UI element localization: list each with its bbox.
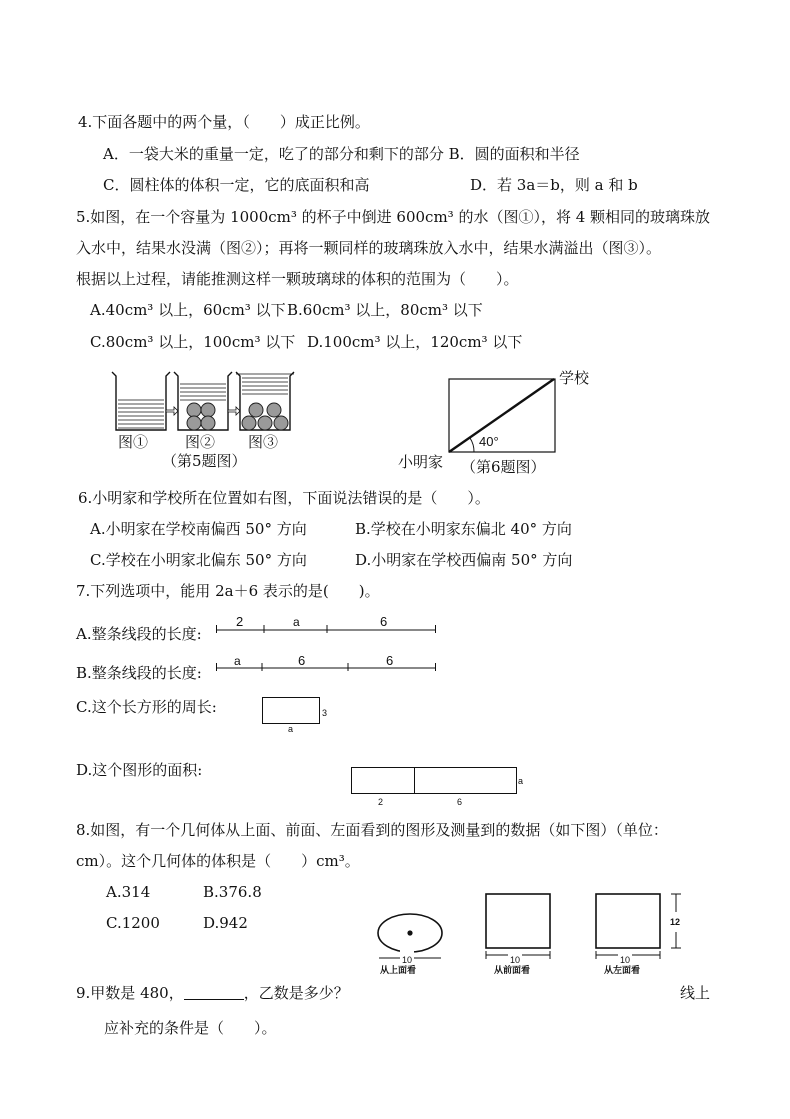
q7-d-width-2: 6 [457,797,463,807]
q9-line-2: 应补充的条件是（ ）。 [104,1019,277,1037]
left-view-label: 从左面看 [604,965,641,975]
q7-stem: 7.下列选项中，能用 2a＋6 表示的是( )。 [76,582,380,600]
q7-a-segment [216,624,438,636]
q4-option-c: C．圆柱体的体积一定，它的底面积和高 [103,176,370,194]
q6-stem: 6.小明家和学校所在位置如右图，下面说法错误的是（ ）。 [78,489,490,507]
angle-label: 40° [479,434,499,449]
top-view-label: 从上面看 [380,965,417,975]
location-figure [448,378,558,454]
q5-option-b: B.60cm³ 以上，80cm³ 以下 [287,301,483,319]
q6-option-d: D.小明家在学校西偏南 50° 方向 [355,551,573,569]
q7-d-width-1: 2 [378,797,384,807]
q5-line-3: 根据以上过程，请能推测这样一颗玻璃球的体积的范围为（ ）。 [76,270,519,288]
q6-option-a: A.小明家在学校南偏西 50° 方向 [90,520,307,538]
left-view-width-dim: 10 [618,950,632,970]
fig1-label: 图① [118,433,149,451]
q7-option-d: D.这个图形的面积: [76,761,203,779]
q8-option-a: A.314 [106,883,151,901]
q7-c-width: a [288,724,294,734]
home-school-line [449,379,554,452]
q8-option-c: C.1200 [106,914,160,932]
q7-c-height: 3 [322,708,328,718]
q7-option-a: A.整条线段的长度: [76,625,202,643]
left-view [596,894,681,959]
beakers-figure [108,370,288,440]
q9-stem [76,983,349,1003]
q5-option-c: C.80cm³ 以上，100cm³ 以下 [90,333,296,351]
q5-figure-caption: （第5题图） [162,452,247,470]
q7-b-seg-3: 6 [386,653,394,668]
arrow-icon [166,407,178,415]
fig2-label: 图② [185,433,216,451]
q9-blank[interactable] [184,985,244,1000]
q9-tail: 线上 [680,984,711,1002]
q8-line-1: 8.如图，有一个几何体从上面、前面、左面看到的图形及测量到的数据（如下图）（单位： [76,821,668,839]
beaker-1 [112,372,170,430]
beaker-3 [236,372,294,430]
q9-stem-part-2: ，乙数是多少？ [243,984,349,1002]
front-view-label: 从前面看 [494,965,531,975]
home-label: 小明家 [398,453,444,471]
q6-option-c: C.学校在小明家北偏东 50° 方向 [90,551,307,569]
three-views-figure [374,890,684,965]
q7-d-height: a [518,776,524,786]
q7-b-seg-2: 6 [298,653,306,668]
q7-a-seg-1: 2 [236,614,244,629]
school-label: 学校 [559,369,590,387]
q7-a-seg-2: a [293,615,300,629]
q7-b-seg-1: a [234,654,241,668]
q7-option-b: B.整条线段的长度: [76,664,202,682]
q6-option-b: B.学校在小明家东偏北 40° 方向 [355,520,572,538]
q8-option-d: D.942 [203,914,248,932]
q5-option-a: A.40cm³ 以上，60cm³ 以下 [90,301,286,319]
front-view-dim: 10 [508,950,522,970]
top-view-dim: 10 [400,950,414,970]
q7-a-seg-3: 6 [380,614,388,629]
q4-stem: 4.下面各题中的两个量，（ ）成正比例。 [78,113,370,131]
q7-b-segment [216,662,438,674]
q4-option-a-b: A．一袋大米的重量一定，吃了的部分和剩下的部分 B．圆的面积和半径 [103,145,580,163]
beaker-2 [174,372,232,430]
q9-stem-part-1: 9.甲数是 480， [76,984,184,1002]
q8-option-b: B.376.8 [203,883,262,901]
q5-line-1: 5.如图，在一个容量为 1000cm³ 的杯子中倒进 600cm³ 的水（图①），将 4 颗相同的玻璃珠放 [76,208,711,226]
q5-line-2: 入水中，结果水没满（图②）；再将一颗同样的玻璃珠放入水中，结果水满溢出（图③）。 [76,239,662,257]
q7-d-rectangle [351,767,517,794]
fig3-label: 图③ [248,433,279,451]
q7-option-c: C.这个长方形的周长: [76,698,217,716]
left-view-height-dim: 12 [670,912,680,932]
q6-figure-caption: （第6题图） [461,458,546,476]
q8-line-2: cm）。这个几何体的体积是（ ）cm³。 [76,852,360,870]
q5-option-d: D.100cm³ 以上，120cm³ 以下 [307,333,523,351]
arrow-icon [228,407,240,415]
q4-option-d: D．若 3a＝b，则 a 和 b [470,176,638,194]
